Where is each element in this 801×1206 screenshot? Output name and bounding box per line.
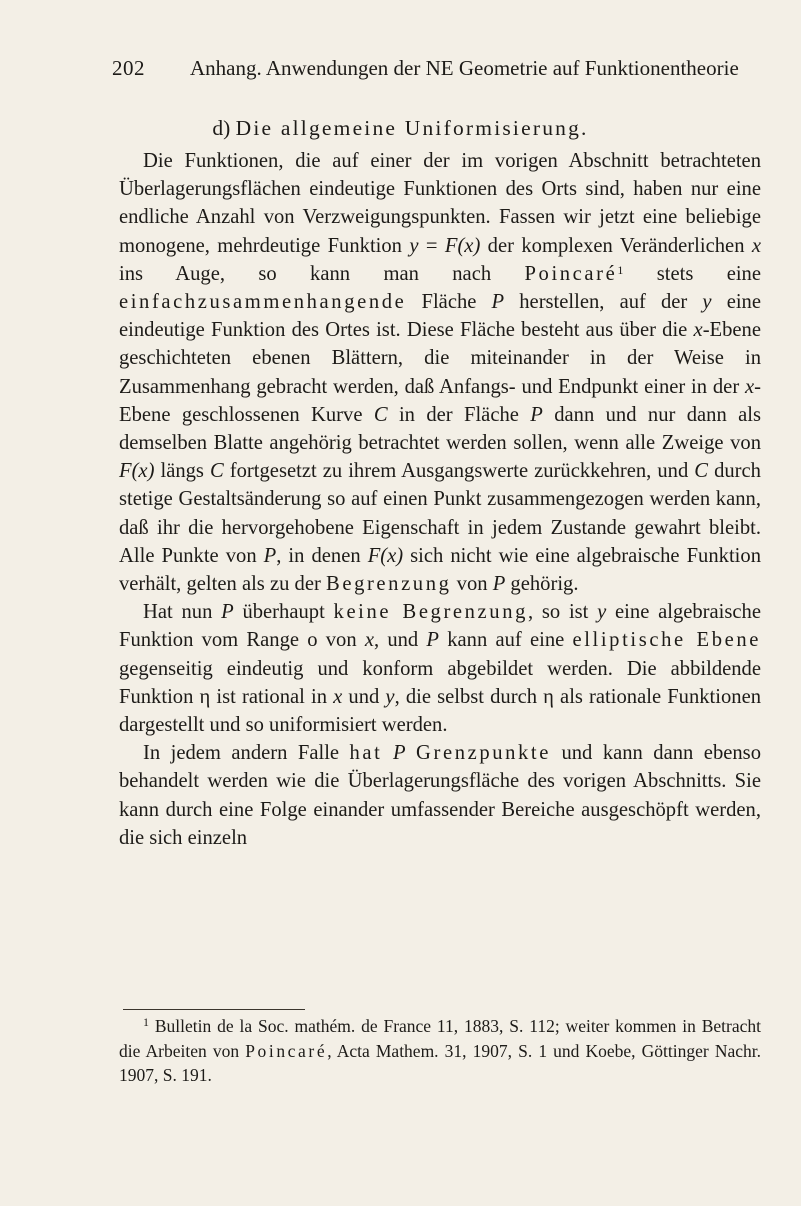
main-text [119,147,761,852]
emphasis: Begrenzung [326,573,452,596]
emphasis: elliptische Ebene [572,629,761,652]
section-heading [0,116,801,141]
page-number: 202 [112,56,145,80]
page-header [112,56,750,96]
footnote-mark: 1 [143,1015,149,1029]
footnote: $^1$ Bulletin de la Soc. mathém. de France 11, 1883, S. 112; weiter kommen in Betracht die Arbeiten von Poincaré, Acta Mathem. 31, 1907, S. 1 und Koebe, Göttinger Nachr. 1907, S. 191. [119,1015,761,1085]
section-title: Die allgemeine Uniformisierung. [235,116,589,140]
paragraph-1: Die Funktionen, die auf einer der im vorigen Abschnitt betrachteten Überlagerungsflächen eindeutige Funktionen des Orts sind, haben nur eine endliche Anzahl von Verzweigungspunkten. Fassen wir jetzt eine beliebige monogene, mehrdeutige Funktion y = F(x) der komplexen Veränderlichen x ins Auge, so kann man nach Poincaré$^1$ stets eine einfachzusammenhangende Fläche P herstellen, auf der y eine eindeutige Funktion des Ortes ist. Diese Fläche besteht aus über die x-Ebene geschichteten ebenen Blättern, die miteinander in der Weise in Zusammenhang gebracht werden, daß Anfangs- und Endpunkt einer in der x-Ebene geschlossenen Kurve C in der Fläche P dann und nur dann als demselben Blatte angehörig betrachtet werden sollen, wenn alle Zweige von F(x) längs C fortgesetzt zu ihrem Ausgangswerte zurückkehren, und C durch stetige Gestaltsänderung so auf einen Punkt zusammengezogen werden kann, daß ihr die hervorgehobene Eigenschaft in jedem Zustande gewahrt bleibt. Alle Punkte von P, in denen F(x) sich nicht wie eine algebraische Funktion verhält, gelten als zu der Begrenzung von P gehörig. [119,150,761,596]
paragraph-2: Hat nun P überhaupt keine Begrenzung, so ist y eine algebraische Funktion vom Range o von x, und P kann auf eine elliptische Ebene gegenseitig eindeutig und konform abgebildet werden. Die abbildende Funktion η ist rational in x und y, die selbst durch η als rationale Funktionen dargestellt und so uniformisiert werden. [119,601,762,737]
emphasis: Grenzpunkte [416,742,551,765]
emphasis: einfachzusammenhangende [119,291,407,314]
footnote-ref: 1 [617,262,624,277]
emphasis: hat [349,742,383,765]
author-name: Poincaré [245,1040,328,1061]
running-title: Anhang. Anwendungen der NE Geometrie auf Funktionentheorie [190,56,739,80]
emphasis: keine Begrenzung [333,601,528,624]
paragraph-3: In jedem andern Falle hat P Grenzpunkte und kann dann ebenso behandelt werden wie die Überlagerungsfläche des vorigen Abschnitts. Sie kann durch eine Folge einander umfassender Bereiche ausgeschöpft werden, die sich einzeln [119,742,761,849]
footnote-rule [123,1009,305,1010]
section-label: d) [212,116,231,140]
author-name: Poincaré [524,262,618,285]
